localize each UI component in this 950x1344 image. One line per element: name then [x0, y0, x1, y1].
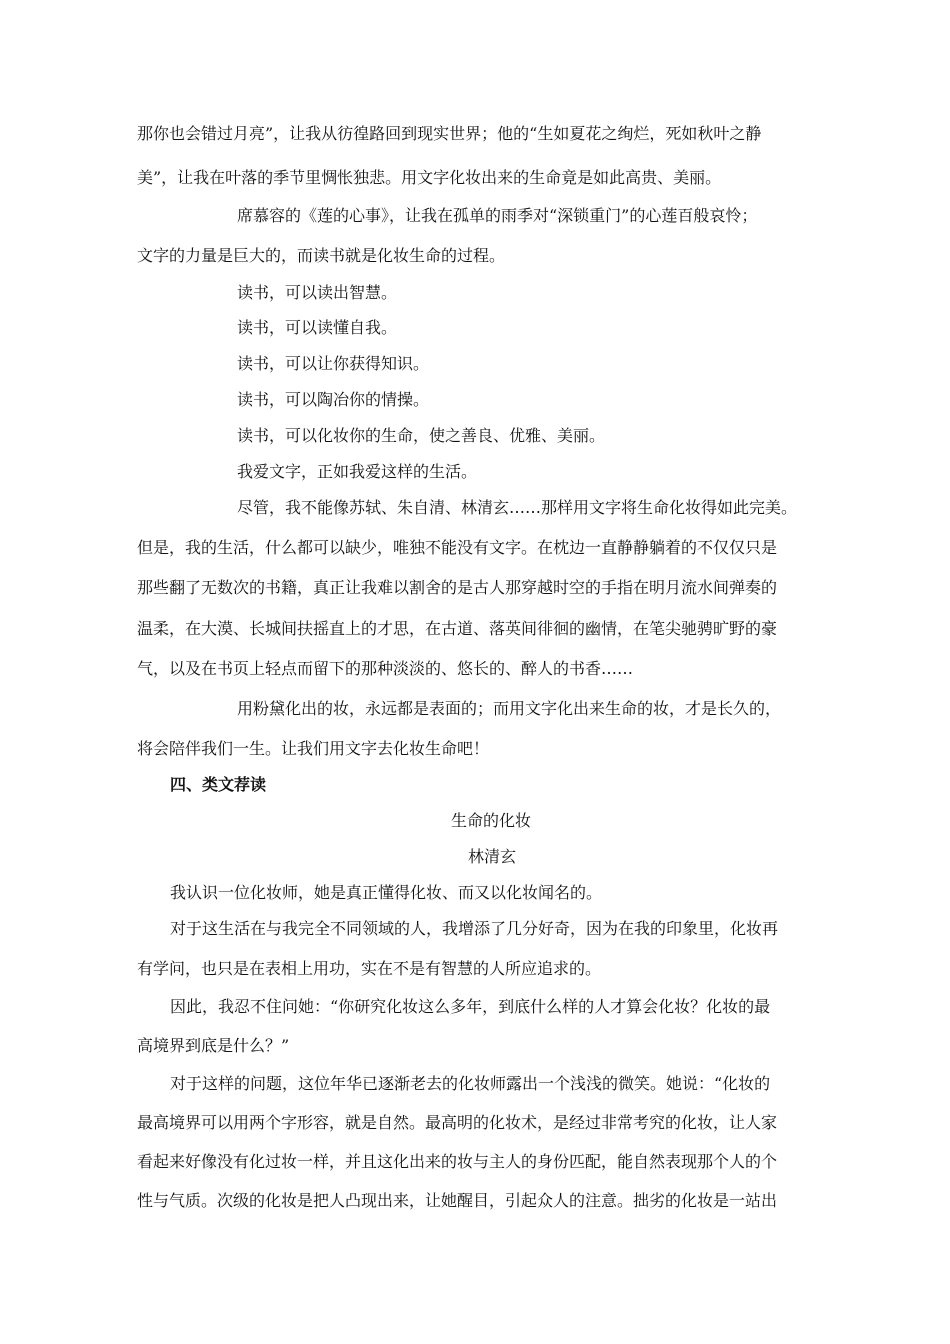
paragraph-line: 我认识一位化妆师，她是真正懂得化妆、而又以化妆闻名的。: [170, 883, 603, 902]
paragraph-line: 高境界到底是什么？”: [137, 1036, 290, 1055]
paragraph-line: 对于这生活在与我完全不同领域的人，我增添了几分好奇，因为在我的印象里，化妆再: [170, 919, 779, 938]
paragraph-line: 对于这样的问题，这位年华已逐渐老去的化妆师露出一个浅浅的微笑。她说：“化妆的: [170, 1074, 771, 1093]
paragraph-line: 看起来好像没有化过妆一样，并且这化出来的妆与主人的身份匹配，能自然表现那个人的个: [137, 1152, 778, 1171]
paragraph-line: 美”，让我在叶落的季节里惆怅独悲。用文字化妆出来的生命竟是如此高贵、美丽。: [137, 168, 722, 187]
paragraph-line: 最高境界可以用两个字形容，就是自然。最高明的化妆术，是经过非常考究的化妆，让人家: [137, 1113, 778, 1132]
reading-line: 读书，可以让你获得知识。: [237, 354, 430, 373]
paragraph-line: 性与气质。次级的化妆是把人凸现出来，让她醒目，引起众人的注意。拙劣的化妆是一站出: [137, 1191, 778, 1210]
article-author: 林清玄: [468, 847, 517, 866]
paragraph-line: 因此，我忍不住问她：“你研究化妆这么多年，到底什么样的人才算会化妆？化妆的最: [170, 997, 771, 1016]
reading-line: 读书，可以读懂自我。: [237, 318, 398, 337]
paragraph-line: 文字的力量是巨大的，而读书就是化妆生命的过程。: [137, 246, 506, 265]
paragraph-line: 但是，我的生活，什么都可以缺少，唯独不能没有文字。在枕边一直静静躺着的不仅仅只是: [137, 538, 778, 557]
reading-line: 读书，可以化妆你的生命，使之善良、优雅、美丽。: [237, 426, 606, 445]
paragraph-line: 气，以及在书页上轻点而留下的那种淡淡的、悠长的、醉人的书香……: [137, 659, 634, 678]
section-heading: 四、类文荐读: [170, 775, 267, 794]
paragraph-line: 用粉黛化出的妆，永远都是表面的；而用文字化出来生命的妆，才是长久的，: [237, 699, 782, 718]
reading-line: 读书，可以陶冶你的情操。: [237, 390, 430, 409]
paragraph-line: 温柔，在大漠、长城间扶摇直上的才思，在古道、落英间徘徊的幽情，在笔尖驰骋旷野的豪: [137, 619, 778, 638]
paragraph-line: 将会陪伴我们一生。让我们用文字去化妆生命吧！: [137, 739, 490, 758]
paragraph-line: 那你也会错过月亮”，让我从彷徨路回到现实世界；他的“生如夏花之绚烂，死如秋叶之静: [137, 124, 762, 143]
paragraph-line: 席慕容的《莲的心事》，让我在孤单的雨季对“深锁重门”的心莲百般哀怜；: [237, 206, 758, 225]
paragraph-line: 有学问，也只是在表相上用功，实在不是有智慧的人所应追求的。: [137, 959, 602, 978]
paragraph-line: 尽管，我不能像苏轼、朱自清、林清玄……那样用文字将生命化妆得如此完美。: [237, 498, 798, 517]
reading-line: 我爱文字，正如我爱这样的生活。: [237, 462, 478, 481]
article-title: 生命的化妆: [451, 811, 532, 830]
paragraph-line: 那些翻了无数次的书籍，真正让我难以割舍的是古人那穿越时空的手指在明月流水间弹奏的: [137, 578, 778, 597]
reading-line: 读书，可以读出智慧。: [237, 283, 398, 302]
